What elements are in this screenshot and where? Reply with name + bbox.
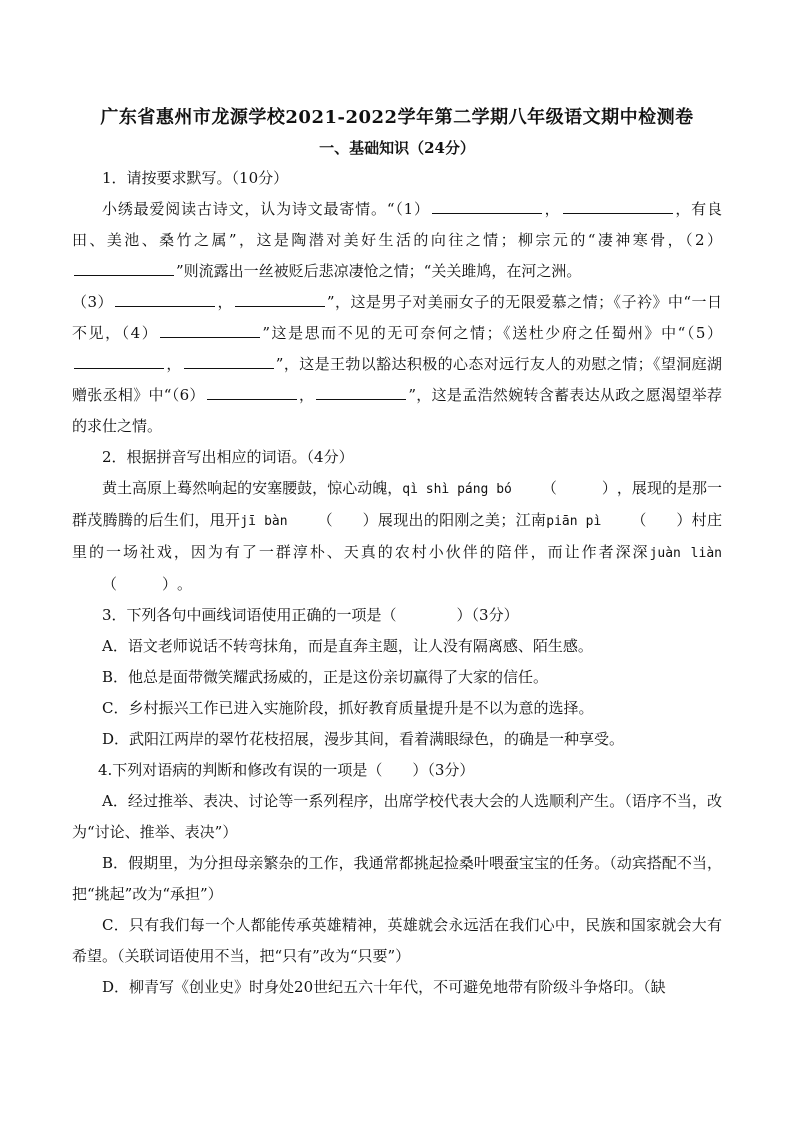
q1-text-a: 小绣最爱阅读古诗文，认为诗文最寄情。“（1）	[102, 200, 430, 218]
answer-blank-3b[interactable]	[235, 290, 325, 307]
question-3-option-b[interactable]: B．他总是面带微笑耀武扬威的，正是这份亲切赢得了大家的信任。	[102, 668, 549, 686]
answer-blank-3a[interactable]	[115, 290, 215, 307]
section-heading: 一、基础知识（24分）	[319, 139, 475, 157]
document-title: 广东省惠州市龙源学校2021-2022学年第二学期八年级语文期中检测卷	[100, 107, 694, 128]
q1-text-d: （3）	[72, 293, 113, 311]
question-4-option-b[interactable]: B．假期里，为分担母亲繁杂的工作，我通常都挑起捡桑叶喂蚕宝宝的任务。（动宾搭配不当，把“挑起”改为“承担”）	[72, 854, 722, 903]
pinyin-3: piān pì	[546, 514, 602, 529]
answer-blank-6a[interactable]	[207, 383, 297, 400]
answer-blank-5b[interactable]	[184, 352, 274, 369]
question-4-option-d[interactable]: D．柳青写《创业史》时身处20世纪五六十年代，不可避免地带有阶级斗争烙印。（缺	[102, 978, 666, 996]
q1-text-g: ”，这是王勃以豁达积极的心态对远行友人的劝慰之情；《望洞庭湖赠张丞相》中“（6）	[72, 355, 722, 404]
document-body	[72, 163, 722, 1003]
q1-text-f: ”这是思而不见的无可奈何之情；《送杜少府之任蜀州》中“（5）	[262, 324, 722, 342]
answer-blank-6b[interactable]	[316, 383, 406, 400]
q2-text-3: 展现出的阳刚之美；江南	[377, 511, 547, 529]
q2-text-4: 村庄里的一场社戏，因为有了一群淳朴、天真的农村小伙伴的陪伴，而让作者深深	[72, 511, 722, 561]
question-1-stem: 1．请按要求默写。（10分）	[102, 169, 289, 187]
q1-text-h: ”，这是孟浩然婉转含蓄表达从政之愿渴望举荐的求仕之情。	[72, 386, 722, 435]
q1-text-b: ，有良田、美池、桑竹之属”，这是陶潜对美好生活的向往之情；柳宗元的“凄神寒骨，（2）	[72, 200, 722, 249]
q2-text-1: 黄土高原上蓦然响起的安塞腰鼓，惊心动魄，	[102, 479, 403, 497]
answer-paren-2[interactable]: （ ）	[317, 511, 378, 529]
question-1-paragraph-1: 小绣最爱阅读古诗文，认为诗文最寄情。“（1） ， ，有良田、美池、桑竹之属”，这是陶潜对美好生活的向往之情；柳宗元的“凄神寒骨，（2）”则流露出一丝被贬后悲凉凄怆之情；“关关雎鸠，在河之洲。	[72, 194, 722, 287]
pinyin-4: juàn liàn	[649, 546, 722, 561]
pinyin-1: qì shì páng bó	[402, 482, 512, 497]
question-3-option-a[interactable]: A．语文老师说话不转弯抹角，而是直奔主题，让人没有隔离感、陌生感。	[102, 637, 593, 655]
answer-blank-1a[interactable]	[432, 197, 542, 214]
question-2-stem: 2．根据拼音写出相应的词语。（4分）	[102, 448, 354, 466]
q1-text-c: ”则流露出一丝被贬后悲凉凄怆之情；“关关雎鸠，在河之洲。	[176, 262, 582, 280]
question-4-stem: 4.下列对语病的判断和修改有误的一项是（ ）（3分）	[98, 761, 475, 779]
answer-paren-3[interactable]: （ ）	[631, 511, 692, 529]
answer-paren-4[interactable]: （ ）	[102, 575, 178, 593]
question-3-option-c[interactable]: C．乡村振兴工作已进入实施阶段，抓好教育质量提升是不以为意的选择。	[102, 699, 594, 717]
question-4-option-a[interactable]: A．经过推举、表决、讨论等一系列程序，出席学校代表大会的人选顺利产生。（语序不当，改为“讨论、推举、表决”）	[72, 792, 722, 841]
q1-text-e: ”，这是男子对美丽女子的无限爱慕之情；《子衿》中“一日不见，（4）	[72, 293, 723, 342]
q2-text-2: ，展现的是那一群茂腾腾的后生们，甩开	[72, 479, 722, 529]
question-3-stem: 3．下列各句中画线词语使用正确的一项是（ ）（3分）	[102, 606, 519, 624]
question-3-option-d[interactable]: D．武阳江两岸的翠竹花枝招展，漫步其间，看着满眼绿色，的确是一种享受。	[102, 730, 625, 748]
q2-text-5: 。	[177, 575, 193, 593]
answer-paren-1[interactable]: （ ）	[541, 479, 617, 497]
question-1-paragraph-2: （3） ， ”，这是男子对美丽女子的无限爱慕之情；《子衿》中“一日不见，（4） ”这是思而不见的无可奈何之情；《送杜少府之任蜀州》中“（5）， ”，这是王勃以豁达积极的心态对远行友人的劝慰之情；《望洞庭湖赠张丞相》中“（6） ， ”，这是孟浩然婉转含蓄表达从政之愿渴望举荐的求仕之情。	[72, 287, 722, 442]
answer-blank-5a[interactable]	[74, 352, 164, 369]
question-2-paragraph	[72, 473, 722, 600]
answer-blank-4[interactable]	[160, 321, 260, 338]
pinyin-2: jī bàn	[240, 514, 288, 529]
question-4-option-c[interactable]: C．只有我们每一个人都能传承英雄精神，英雄就会永远活在我们心中，民族和国家就会大有希望。（关联词语使用不当，把“只有”改为“只要”）	[72, 916, 722, 965]
answer-blank-2[interactable]	[74, 259, 174, 276]
answer-blank-1b[interactable]	[563, 197, 673, 214]
